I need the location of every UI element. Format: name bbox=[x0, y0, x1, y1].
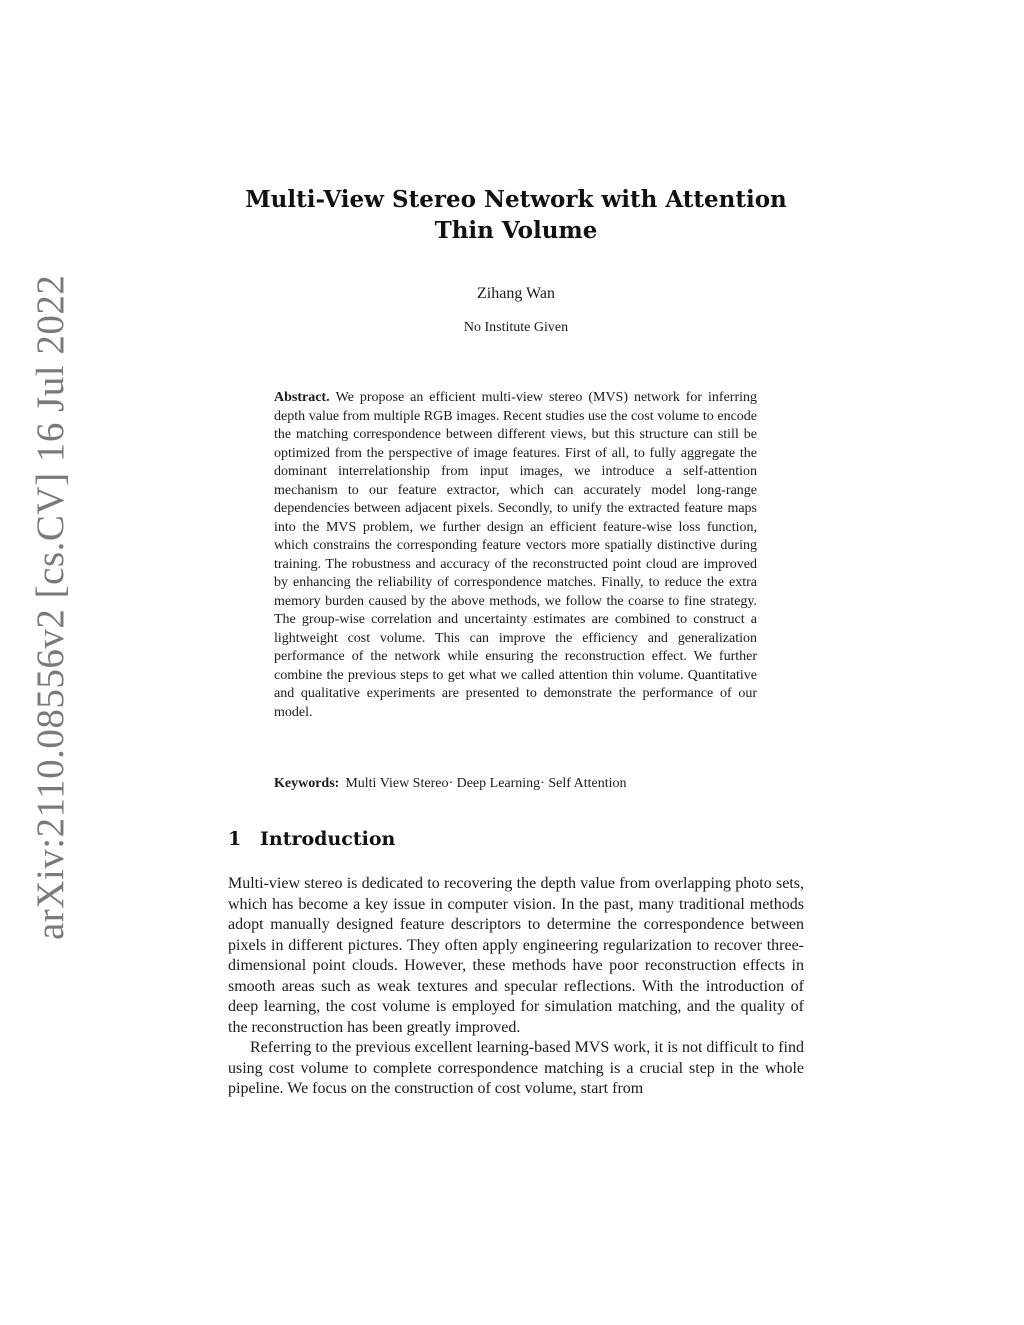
intro-paragraph-2: Referring to the previous excellent learning-based MVS work, it is not difficult to find using cost volume to complete correspondence matching is a crucial step in the whole pipeline. We focus on the construction of cost volume, start from bbox=[228, 1039, 804, 1097]
author-institute: No Institute Given bbox=[463, 320, 569, 335]
abstract-label: Abstract. bbox=[274, 390, 330, 405]
arxiv-identifier-stamp: arXiv:2110.08556v2 [cs.CV] 16 Jul 2022 bbox=[29, 274, 72, 940]
keywords-label: Keywords: bbox=[274, 776, 340, 791]
abstract-text: We propose an efficient multi-view stereo (MVS) network for inferring depth value from multiple RGB images. Recent studies use the cost volume to encode the matching correspondence between different views, but this structure can still be optimized from the perspective of image features. First of all, to fully aggregate the dominant interrelationship from input images, we introduce a self-attention mechanism to our feature extractor, which can accurately model long-range dependencies between adjacent pixels. Secondly, to unify the extracted feature maps into the MVS problem, we further design an efficient feature-wise loss function, which constrains the corresponding feature vectors more spatially distinctive during training. The robustness and accuracy of the reconstructed point cloud are improved by enhancing the reliability of correspondence matches. Finally, to reduce the extra memory burden caused by the above methods, we follow the coarse to fine strategy. The group-wise correlation and uncertainty estimates are combined to construct a lightweight cost volume. This can improve the efficiency and generalization performance of the network while ensuring the reconstruction effect. We further combine the previous steps to get what we called attention thin volume. Quantitative and qualitative experiments are presented to demonstrate the performance of our model. bbox=[274, 390, 757, 720]
author-name: Zihang Wan bbox=[477, 285, 555, 302]
section-title: Introduction bbox=[260, 828, 396, 850]
paper-title: Multi-View Stereo Network with Attention Thin Volume bbox=[245, 186, 787, 244]
keywords-text: Multi View Stereo· Deep Learning· Self Attention bbox=[345, 776, 627, 791]
section-heading-introduction bbox=[228, 828, 395, 850]
keywords-block bbox=[274, 775, 757, 793]
introduction-body bbox=[228, 874, 804, 1100]
abstract-block bbox=[274, 389, 757, 722]
section-number: 1 bbox=[228, 828, 242, 850]
intro-paragraph-1: Multi-view stereo is dedicated to recovering the depth value from overlapping photo sets, which has become a key issue in computer vision. In the past, many traditional methods adopt manually designed feature descriptors to determine the correspondence between pixels in different pictures. They often apply engineering regularization to recover three-dimensional point clouds. However, these methods have poor reconstruction effects in smooth areas such as weak textures and specular reflections. With the introduction of deep learning, the cost volume is employed for simulation matching, and the quality of the reconstruction has been greatly improved. bbox=[228, 875, 804, 1036]
